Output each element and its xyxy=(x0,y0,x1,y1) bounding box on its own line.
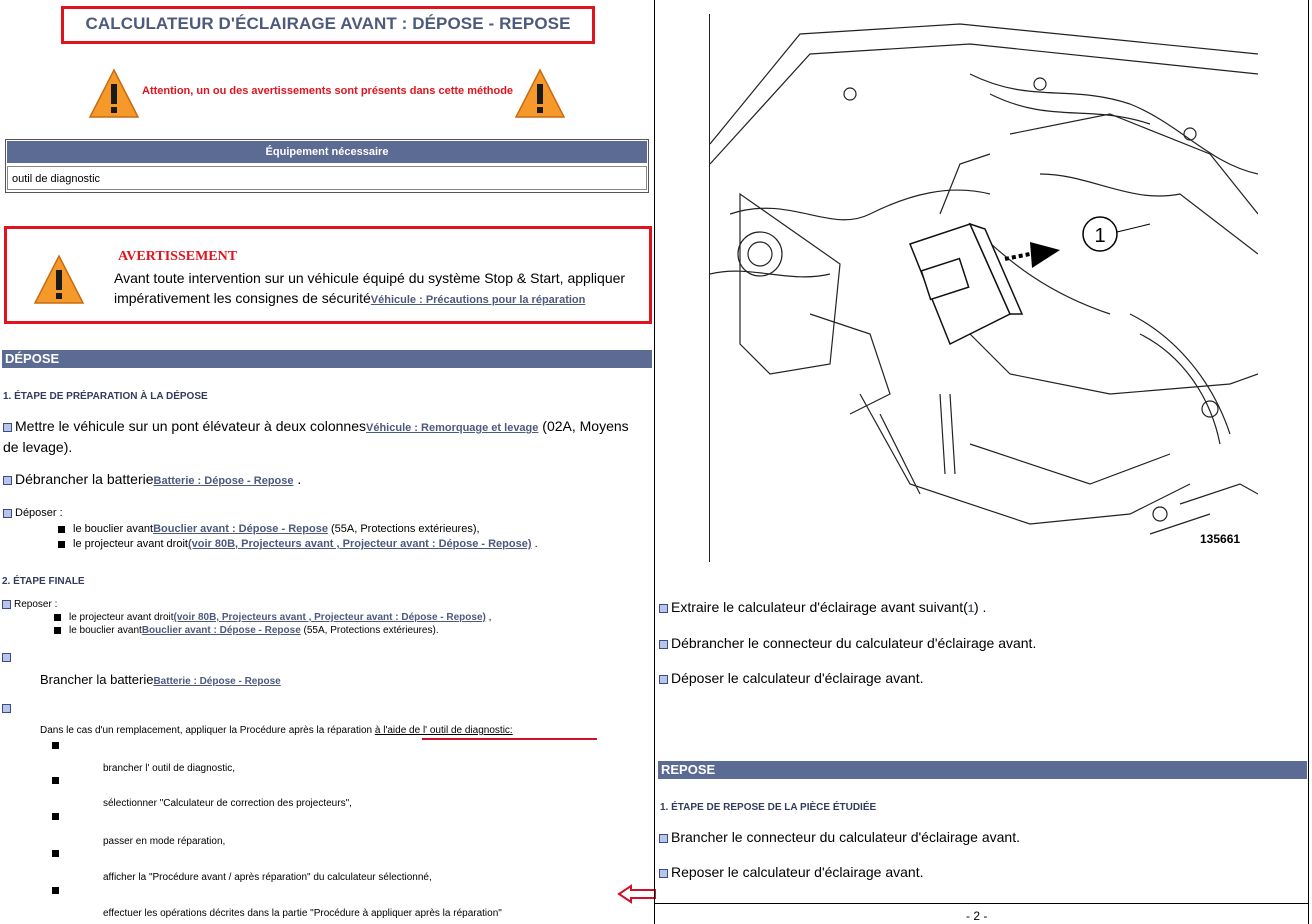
square-bullet-icon xyxy=(54,627,61,634)
bouclier-link[interactable]: Bouclier avant : Dépose - Repose xyxy=(153,523,328,535)
list-item xyxy=(3,507,63,519)
equipment-item: outil de diagnostic xyxy=(7,166,647,190)
page-bottom-rule xyxy=(654,903,1308,904)
technical-illustration xyxy=(709,14,1258,562)
callout-ref-link[interactable]: 1 xyxy=(967,603,974,615)
item-text: Brancher la batterie xyxy=(40,672,154,687)
projecteur-link[interactable]: (voir 80B, Projecteurs avant , Projecteur avant : Dépose - Repose) xyxy=(187,538,532,550)
equipment-header: Équipement nécessaire xyxy=(7,141,647,163)
item-text: le bouclier avant xyxy=(69,625,142,636)
column-divider xyxy=(654,0,655,924)
square-bullet-icon xyxy=(52,882,67,900)
proc-item: sélectionner "Calculateur de correction des projecteurs", xyxy=(103,798,352,809)
bullet-icon xyxy=(3,423,12,432)
item-text: le projecteur avant droit xyxy=(69,612,174,623)
brancher-batterie xyxy=(40,672,281,687)
bullet-icon xyxy=(3,509,12,518)
item-text: Reposer le calculateur d'éclairage avant. xyxy=(671,864,924,880)
callout-label: 1 xyxy=(1094,225,1106,247)
remorquage-link[interactable]: Véhicule : Remorquage et levage xyxy=(366,422,539,434)
item-text: Dans le cas d'un remplacement, appliquer la Procédure après la réparation xyxy=(40,725,373,736)
avertissement-link[interactable]: Véhicule : Précautions pour la réparation xyxy=(370,294,586,306)
avertissement-text xyxy=(114,268,644,310)
item-text: Déposer le calculateur d'éclairage avant. xyxy=(671,670,924,686)
red-arrow-icon xyxy=(617,884,657,904)
square-bullet-icon xyxy=(54,614,61,621)
bullet-icon xyxy=(659,869,668,878)
bullet-icon xyxy=(3,476,12,485)
proc-item: afficher la "Procédure avant / après réparation" du calculateur sélectionné, xyxy=(103,872,432,883)
avertissement-body: Avant toute intervention sur un véhicule équipé du système Stop & Start, appliquer impérativement les consignes de sécurité xyxy=(114,270,626,306)
ecu-module xyxy=(910,224,1022,344)
extraction-arrow-icon xyxy=(1005,242,1060,268)
bullet-icon xyxy=(2,704,11,713)
bullet-icon xyxy=(2,600,11,609)
list-item xyxy=(3,417,639,457)
page-border xyxy=(1308,0,1309,924)
proc-item: effectuer les opérations décrites dans la partie "Procédure à appliquer après la réparation" xyxy=(103,908,502,919)
list-item xyxy=(659,635,1036,651)
bullet-icon xyxy=(659,834,668,843)
batterie-link[interactable]: Batterie : Dépose - Repose xyxy=(153,676,281,687)
sub-list-item xyxy=(54,612,491,623)
item-suffix: , xyxy=(485,612,492,623)
step-finale-title: 2. ÉTAPE FINALE xyxy=(2,576,85,587)
remplacement-text xyxy=(40,725,513,736)
warning-banner-text: Attention, un ou des avertissements sont présents dans cette méthode xyxy=(142,85,514,97)
sub-list-item xyxy=(54,625,439,636)
avertissement-title: AVERTISSEMENT xyxy=(118,249,238,264)
outil-diagnostic-underlined: à l'aide de l' outil de diagnostic: xyxy=(374,725,513,736)
square-bullet-icon xyxy=(52,845,67,863)
section-repose: REPOSE xyxy=(658,761,1307,779)
bullet-icon xyxy=(659,675,668,684)
step-repose-title: 1. ÉTAPE DE REPOSE DE LA PIÈCE ÉTUDIÉE xyxy=(660,802,877,813)
item-text: Débrancher la batterie xyxy=(15,471,154,487)
list-item xyxy=(659,670,924,686)
square-bullet-icon xyxy=(52,737,67,755)
bouclier-link[interactable]: Bouclier avant : Dépose - Repose xyxy=(141,625,301,636)
page-title: CALCULATEUR D'ÉCLAIRAGE AVANT : DÉPOSE - REPOSE xyxy=(85,14,571,33)
item-text: Mettre le véhicule sur un pont élévateur à deux colonnes xyxy=(15,418,366,434)
item-text: le projecteur avant droit xyxy=(73,538,188,550)
warning-triangle-icon xyxy=(88,68,140,120)
list-item: Extraire le calculateur d'éclairage avant suivant(1) . xyxy=(659,599,986,615)
page-number: - 2 - xyxy=(966,909,988,923)
item-text: Débrancher le connecteur du calculateur d'éclairage avant. xyxy=(671,635,1037,651)
engine-bay-drawing xyxy=(710,14,1258,562)
square-bullet-icon xyxy=(58,526,65,533)
item-suffix: (55A, Protections extérieures), xyxy=(327,523,480,535)
list-item xyxy=(2,649,14,667)
red-underline-annotation xyxy=(422,738,597,740)
warning-triangle-icon xyxy=(514,68,566,120)
bullet-icon xyxy=(659,604,668,613)
sub-list-item xyxy=(58,538,538,550)
square-bullet-icon xyxy=(52,808,67,826)
bullet-icon xyxy=(659,640,668,649)
batterie-link[interactable]: Batterie : Dépose - Repose xyxy=(153,475,294,487)
item-suffix: . xyxy=(531,538,538,550)
item-suffix: (55A, Protections extérieures). xyxy=(300,625,439,636)
item-suffix: . xyxy=(293,471,302,487)
item-text: le bouclier avant xyxy=(73,523,154,535)
item-suffix: . xyxy=(978,599,987,615)
projecteur-link[interactable]: (voir 80B, Projecteurs avant , Projecteur avant : Dépose - Repose) xyxy=(173,612,486,623)
step-preparation-title: 1. ÉTAPE DE PRÉPARATION À LA DÉPOSE xyxy=(3,391,208,402)
proc-item: brancher l' outil de diagnostic, xyxy=(103,763,235,774)
list-item xyxy=(659,864,924,880)
proc-item: passer en mode réparation, xyxy=(103,836,226,847)
section-depose: DÉPOSE xyxy=(2,350,652,368)
list-item xyxy=(2,700,14,718)
item-suffix: (02A, Moyens de levage). xyxy=(3,418,629,455)
square-bullet-icon xyxy=(52,772,67,790)
warning-triangle-icon xyxy=(33,254,85,306)
list-item xyxy=(2,599,57,610)
bullet-icon xyxy=(2,653,11,662)
sub-list-item xyxy=(58,523,480,535)
item-label: Déposer : xyxy=(15,507,63,519)
item-label: Reposer : xyxy=(14,599,58,610)
square-bullet-icon xyxy=(58,541,65,548)
list-item xyxy=(3,471,301,487)
item-text: Extraire le calculateur d'éclairage avant suivant xyxy=(671,599,964,615)
list-item xyxy=(659,829,1020,845)
figure-reference: 135661 xyxy=(1200,532,1241,546)
item-text: Brancher le connecteur du calculateur d'éclairage avant. xyxy=(671,829,1020,845)
